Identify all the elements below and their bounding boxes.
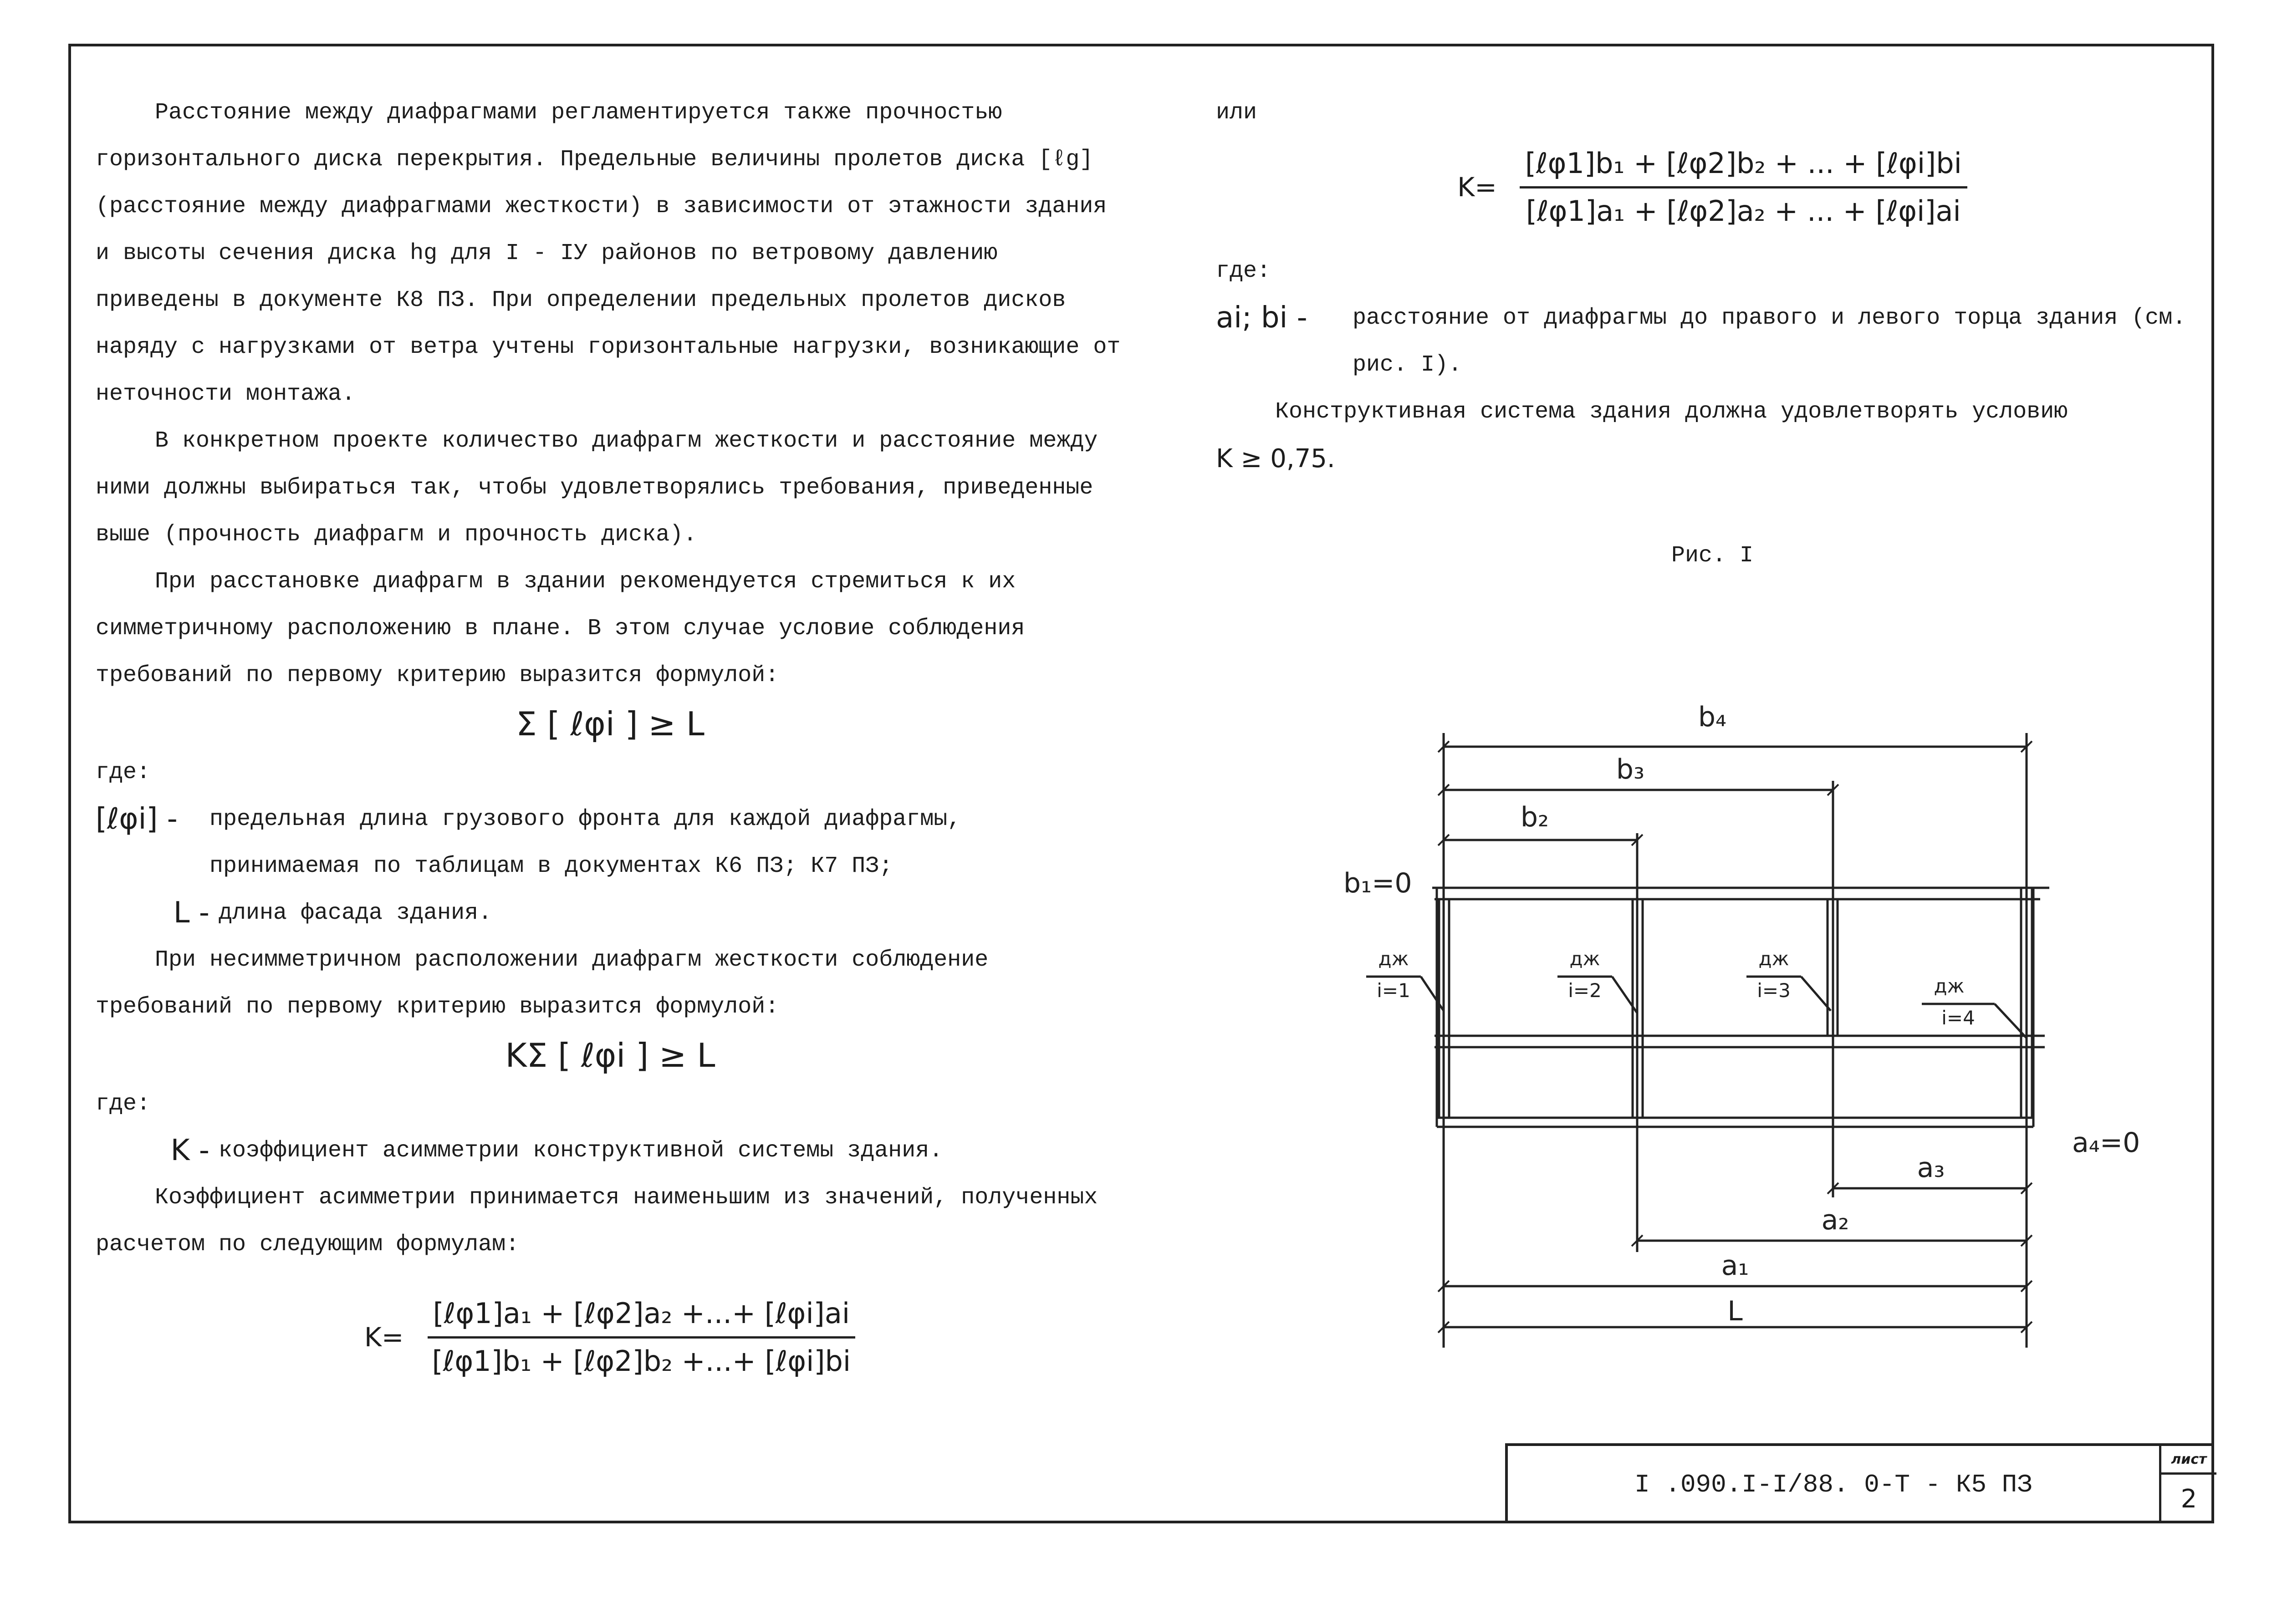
label-a2: a₂ xyxy=(1821,1204,1849,1236)
fraction-denominator: [ℓφ1]b₁ + [ℓφ2]b₂ +...+ [ℓφi]bi xyxy=(432,1344,851,1378)
where-label: где: xyxy=(1216,258,1271,284)
definition-symbol: L - xyxy=(173,896,209,930)
where-label: где: xyxy=(96,1091,151,1117)
building-plan-figure xyxy=(1298,683,2186,1366)
label-i3: i=3 xyxy=(1757,979,1791,1002)
sheet-cell xyxy=(2159,1446,2216,1523)
formula-prefix: K= xyxy=(1457,172,1497,203)
label-a4: a₄=0 xyxy=(2072,1127,2140,1159)
definition-symbol: [ℓφi] - xyxy=(96,802,178,836)
formula-asymmetric: KΣ [ ℓφi ] ≥ L xyxy=(505,1036,715,1074)
sheet-number: 2 xyxy=(2180,1484,2197,1514)
label-b3: b₃ xyxy=(1616,753,1645,785)
paragraph: Коэффициент асимметрии принимается наименьшим из значений, полученных расчетом по следующим формулам: xyxy=(96,1185,1098,1257)
formula-k-first xyxy=(96,1295,1125,1380)
definition-row xyxy=(96,1127,1125,1174)
title-block-stamp xyxy=(1505,1443,2214,1523)
where-label: где: xyxy=(96,759,151,785)
label-b1: b₁=0 xyxy=(1343,867,1412,899)
fraction-denominator: [ℓφ1]a₁ + [ℓφ2]a₂ + ... + [ℓφi]ai xyxy=(1526,194,1961,228)
label-dzh: дж xyxy=(1934,975,1965,997)
or-label: или xyxy=(1216,100,1257,126)
condition-formula: K ≥ 0,75. xyxy=(1216,444,1335,473)
fraction xyxy=(427,1295,857,1380)
definition-symbol: ai; bi - xyxy=(1216,301,1307,335)
right-column xyxy=(1216,89,2209,579)
paragraph: В конкретном проекте количество диафрагм жесткости и расстояние между ними должны выбираться так, чтобы удовлетворялись требования, приведенные выше (прочность диафрагм и прочность диска). xyxy=(96,428,1098,548)
fraction-numerator: [ℓφ1]a₁ + [ℓφ2]a₂ +...+ [ℓφi]ai xyxy=(428,1295,856,1339)
definition-row xyxy=(96,796,1125,890)
figure-caption: Рис. I xyxy=(1671,543,1754,569)
definition-row xyxy=(96,890,1125,937)
paragraph: Конструктивная система здания должна удовлетворять условию xyxy=(1275,399,2068,425)
definition-text: длина фасада здания. xyxy=(219,900,492,926)
left-column xyxy=(96,89,1125,1380)
label-dzh: дж xyxy=(1378,947,1409,970)
definition-text: расстояние от диафрагмы до правого и левого торца здания (см. рис. I). xyxy=(1353,305,2186,378)
sheet-label: лист xyxy=(2161,1446,2216,1475)
label-i1: i=1 xyxy=(1377,979,1410,1002)
label-L: L xyxy=(1727,1295,1743,1327)
formula-symmetric: Σ [ ℓφi ] ≥ L xyxy=(516,705,705,743)
paragraph: Расстояние между диафрагмами регламентируется также прочностью горизонтального диска перекрытия. Предельные величины пролетов диска [ℓg] (расстояние между диафрагмами жесткости) в зависимости от этажности здания и высоты сечения диска hg для I - IУ районов по ветровому давлению приведены в документе К8 ПЗ. При определении предельных пролетов дисков наряду с нагрузками от ветра учтены горизонтальные нагрузки, возникающие от неточности монтажа. xyxy=(96,100,1121,407)
label-a1: a₁ xyxy=(1721,1250,1749,1282)
definition-symbol: K - xyxy=(170,1134,209,1167)
paragraph: При несимметричном расположении диафрагм жесткости соблюдение требований по первому критерию выразится формулой: xyxy=(96,947,989,1020)
label-i2: i=2 xyxy=(1568,979,1602,1002)
fraction xyxy=(1520,145,1967,229)
definition-text: предельная длина грузового фронта для каждой диафрагмы, принимаемая по таблицам в документах К6 ПЗ; К7 ПЗ; xyxy=(209,806,961,879)
definition-text: коэффициент асимметрии конструктивной системы здания. xyxy=(219,1138,943,1164)
fraction-numerator: [ℓφ1]b₁ + [ℓφ2]b₂ + ... + [ℓφi]bi xyxy=(1520,145,1967,188)
paragraph: При расстановке диафрагм в здании рекомендуется стремиться к их симметричному расположению в плане. В этом случае условие соблюдения требований по первому критерию выразится формулой: xyxy=(96,569,1025,688)
formula-k-second xyxy=(1216,145,2209,229)
label-i4: i=4 xyxy=(1941,1007,1975,1029)
label-b4: b₄ xyxy=(1698,701,1727,733)
label-dzh: дж xyxy=(1569,947,1600,970)
label-a3: a₃ xyxy=(1917,1152,1945,1184)
label-dzh: дж xyxy=(1758,947,1789,970)
formula-prefix: K= xyxy=(364,1322,404,1353)
label-b2: b₂ xyxy=(1520,801,1549,833)
document-code: I .090.I-I/88. 0-Т - К5 ПЗ xyxy=(1634,1470,2032,1499)
definition-row xyxy=(1216,295,2209,388)
